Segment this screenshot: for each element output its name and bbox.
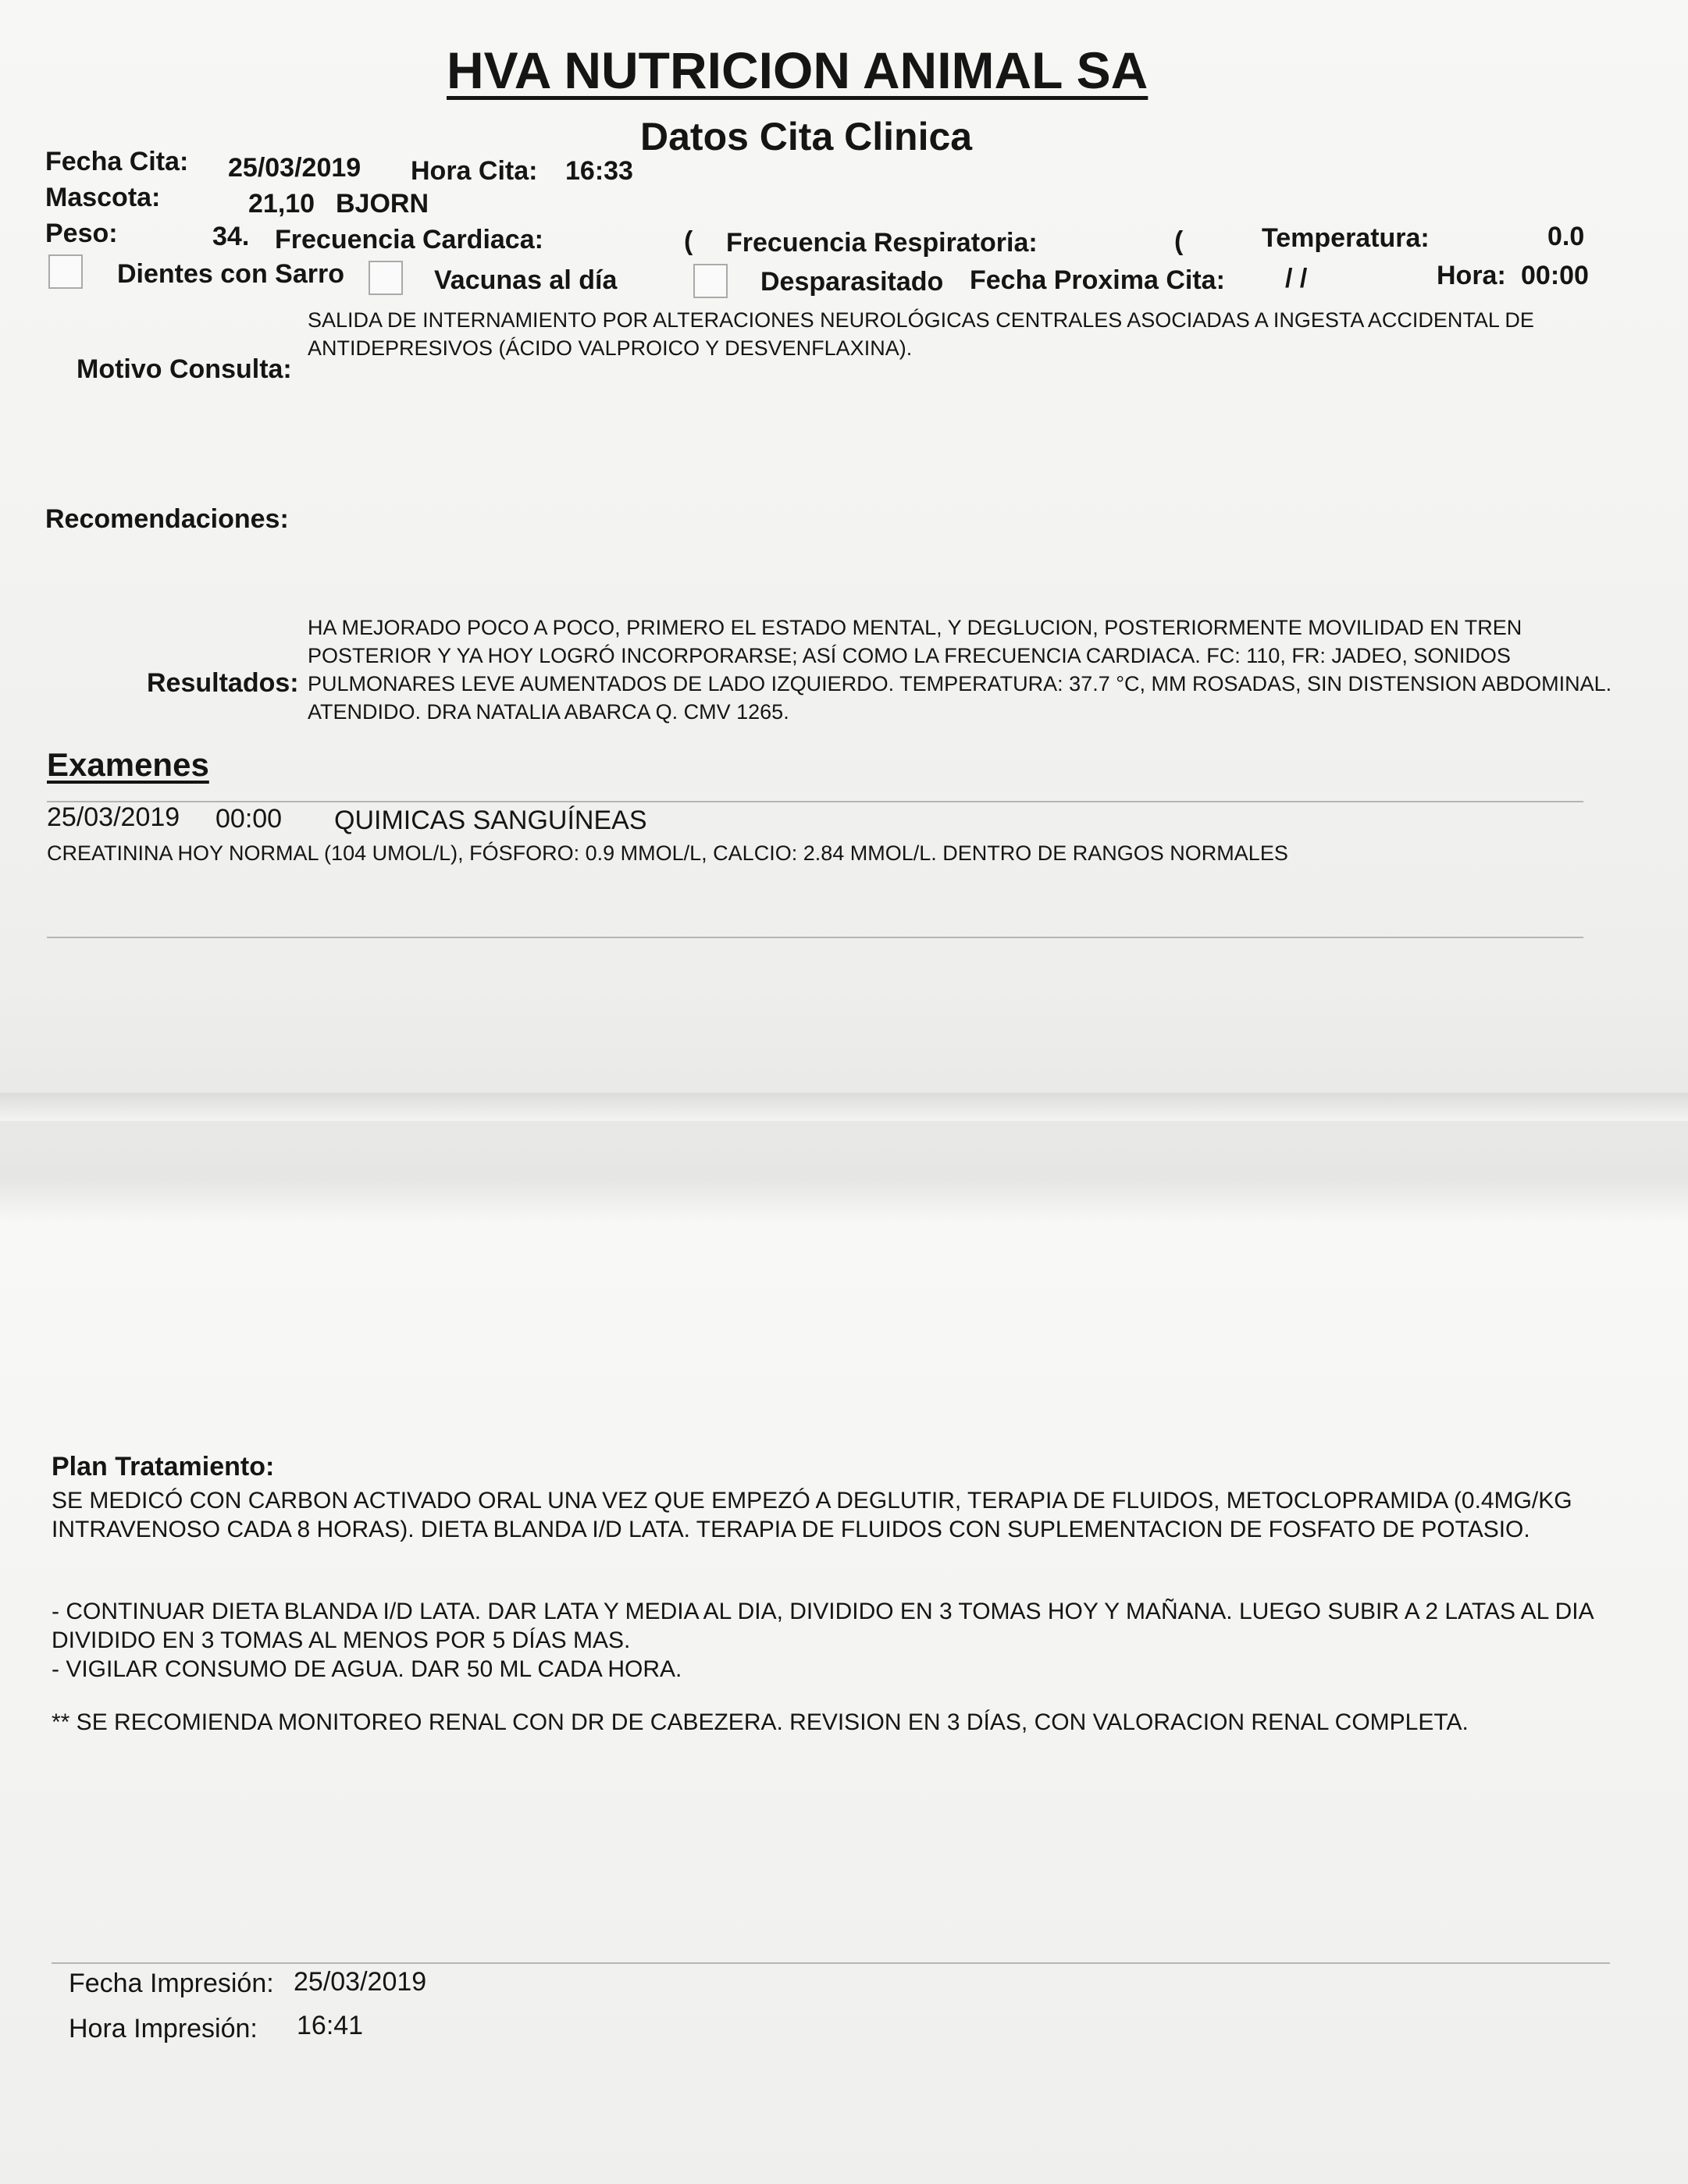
examen-detail: CREATININA HOY NORMAL (104 UMOL/L), FÓSFORO: 0.9 MMOL/L, CALCIO: 2.84 MMOL/L. DENTRO DE RANGOS NORMALES (47, 841, 1288, 865)
hora-cita-label: Hora Cita: (411, 156, 538, 186)
fr-value: ( (1174, 226, 1184, 256)
dientes-sarro-label: Dientes con Sarro (117, 259, 344, 289)
resultados-label: Resultados: (147, 668, 299, 698)
plan-paragraph-2: - CONTINUAR DIETA BLANDA I/D LATA. DAR LATA Y MEDIA AL DIA, DIVIDIDO EN 3 TOMAS HOY Y MAÑANA. LUEGO SUBIR A 2 LATAS AL DIA DIVIDIDO EN 3 TOMAS AL MENOS POR 5 DÍAS MAS. (52, 1599, 1593, 1653)
plan-paragraph-4: ** SE RECOMIENDA MONITOREO RENAL CON DR DE CABEZERA. REVISION EN 3 DÍAS, CON VALORACION RENAL COMPLETA. (52, 1709, 1469, 1735)
fr-label: Frecuencia Respiratoria: (726, 228, 1038, 258)
hora-proxima-label: Hora: (1437, 261, 1506, 290)
plan-paragraph-1: SE MEDICÓ CON CARBON ACTIVADO ORAL UNA VEZ QUE EMPEZÓ A DEGLUTIR, TERAPIA DE FLUIDOS, METOCLOPRAMIDA (0.4MG/KG INTRAVENOSO CADA 8 HORAS). DIETA BLANDA I/D LATA. TERAPIA DE FLUIDOS CON SUPLEMENTACION DE FOSFATO DE POTASIO. (52, 1488, 1572, 1542)
examen-date: 25/03/2019 (47, 802, 180, 832)
desparasitado-checkbox (693, 264, 728, 298)
plan-paragraph-3: - VIGILAR CONSUMO DE AGUA. DAR 50 ML CADA HORA. (52, 1656, 682, 1682)
examenes-top-rule (47, 801, 1583, 802)
fecha-cita-value: 25/03/2019 (228, 153, 361, 183)
peso-label: Peso: (45, 219, 118, 248)
vacunas-checkbox (369, 261, 403, 295)
mascota-name: BJORN (336, 189, 429, 219)
temperatura-label: Temperatura: (1262, 223, 1430, 253)
hora-impresion-value: 16:41 (297, 2011, 364, 2040)
temperatura-value: 0.0 (1547, 222, 1585, 251)
hora-cita-value: 16:33 (565, 156, 633, 186)
paper-fold (0, 1093, 1688, 1121)
document-subtitle: Datos Cita Clinica (640, 115, 973, 158)
mascota-number: 21,10 (248, 189, 315, 219)
fc-label: Frecuencia Cardiaca: (275, 225, 543, 254)
fecha-cita-label: Fecha Cita: (45, 147, 189, 176)
peso-value: 34. (212, 222, 250, 251)
examenes-heading: Examenes (47, 746, 209, 783)
vacunas-label: Vacunas al día (434, 265, 618, 295)
desparasitado-label: Desparasitado (760, 267, 944, 297)
motivo-text: SALIDA DE INTERNAMIENTO POR ALTERACIONES NEUROLÓGICAS CENTRALES ASOCIADAS A INGESTA ACCIDENTAL DE ANTIDEPRESIVOS (ÁCIDO VALPROICO Y DESVENFLAXINA). (308, 308, 1534, 360)
hora-impresion-label: Hora Impresión: (69, 2014, 258, 2043)
hora-proxima-value: 00:00 (1521, 261, 1589, 290)
company-title: HVA NUTRICION ANIMAL SA (447, 41, 1148, 99)
dientes-sarro-checkbox (48, 254, 83, 289)
fecha-impresion-value: 25/03/2019 (294, 1967, 427, 1997)
fecha-proxima-value: / / (1285, 264, 1308, 293)
fecha-proxima-label: Fecha Proxima Cita: (970, 265, 1225, 295)
footer-rule (52, 1962, 1610, 1964)
fecha-impresion-label: Fecha Impresión: (69, 1969, 274, 1998)
examen-name: QUIMICAS SANGUÍNEAS (334, 806, 647, 835)
recomendaciones-label: Recomendaciones: (45, 504, 289, 534)
motivo-label: Motivo Consulta: (77, 354, 292, 384)
fc-value: ( (684, 226, 693, 256)
mascota-label: Mascota: (45, 183, 161, 212)
examen-time: 00:00 (215, 804, 283, 834)
plan-label: Plan Tratamiento: (52, 1452, 275, 1481)
examenes-bottom-rule (47, 937, 1583, 938)
resultados-text: HA MEJORADO POCO A POCO, PRIMERO EL ESTADO MENTAL, Y DEGLUCION, POSTERIORMENTE MOVILIDAD EN TREN POSTERIOR Y YA HOY LOGRÓ INCORPORARSE; ASÍ COMO LA FRECUENCIA CARDIACA. FC: 110, FR: JADEO, SONIDOS PULMONARES LEVE AUMENTADOS DE LADO IZQUIERDO. TEMPERATURA: 37.7 °C, MM ROSADAS, SIN DISTENSION ABDOMINAL. ATENDIDO. DRA NATALIA ABARCA Q. CMV 1265. (308, 616, 1612, 724)
